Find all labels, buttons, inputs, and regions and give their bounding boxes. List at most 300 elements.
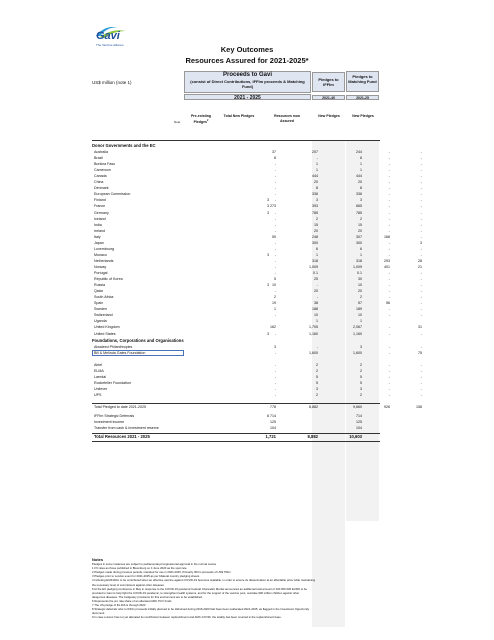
cell-pre: 273	[270, 204, 276, 209]
page-subtitle: Resources Assured for 2021-2025*	[185, 56, 309, 65]
cell-new: 1	[316, 252, 318, 257]
cell-pre: -	[274, 252, 276, 257]
row-label: IFFIm Strategic Deferrals	[94, 413, 135, 418]
cell-p1: 293	[384, 258, 390, 263]
cell-p2: -	[420, 192, 422, 197]
note-item: 7 The US pledge of $1.16b is through 2023	[92, 603, 146, 608]
cell-res: 785	[356, 210, 362, 215]
row-note: 3	[267, 198, 269, 203]
row-label: India	[94, 222, 102, 227]
cell-p2: -	[420, 186, 422, 191]
cell-p2: -	[420, 392, 422, 397]
page-title: Key Outcomes	[220, 45, 274, 54]
cell-pre: -	[274, 362, 276, 367]
cell-new: 1	[316, 168, 318, 173]
cell-new: 25	[314, 277, 318, 282]
cell-res: 2	[360, 216, 362, 221]
note-item: 9 In case a donor has not yet allocated its contribution between replenishment and AMC-COVID, the totality has been counted in the replenishment base.	[92, 615, 282, 620]
cell-res: 104	[356, 426, 362, 431]
cell-pre: -	[274, 240, 276, 245]
cell-p2: 21	[418, 264, 422, 269]
row-label: Total Resources 2021 - 2025	[94, 434, 150, 440]
cell-p2: 75	[418, 350, 422, 355]
cell-new: 1	[316, 319, 318, 324]
cell-new: 3	[316, 386, 318, 391]
cell-p1: 168	[384, 234, 390, 239]
cell-p1: -	[388, 198, 390, 203]
cell-pre: 3	[274, 344, 276, 349]
row-label: Switzerland	[94, 313, 113, 318]
cell-pre: -	[274, 222, 276, 227]
cell-p1: -	[388, 240, 390, 245]
cell-p1: -	[388, 344, 390, 349]
cell-p1: -	[388, 307, 390, 312]
cell-new: 3	[316, 198, 318, 203]
cell-pre: -	[274, 198, 276, 203]
cell-res: 1	[360, 319, 362, 324]
cell-p2: -	[420, 210, 422, 215]
cell-p1: 401	[384, 264, 390, 269]
cell-p1: -	[388, 192, 390, 197]
row-label: Republic of Korea	[94, 277, 123, 282]
row-label: Luxembourg	[94, 246, 114, 251]
cell-p1: -	[388, 174, 390, 179]
cell-res: 8	[360, 186, 362, 191]
cell-p2: -	[420, 228, 422, 233]
cell-res: 1,600	[353, 350, 362, 355]
cell-pre: 104	[270, 426, 276, 431]
cell-p2: -	[420, 301, 422, 306]
cell-p1: -	[388, 295, 390, 300]
cell-res: 2	[360, 392, 362, 397]
section-donors: Donor Governments and the EC	[92, 143, 156, 148]
cell-p2: -	[420, 277, 422, 282]
row-label: Burkina Faso	[94, 162, 116, 167]
cell-p2: -	[420, 313, 422, 318]
cell-new: -	[316, 344, 318, 349]
note-item: 4 Including EUR100m to be contributed when an effective vaccine against COVID-19 becomes available, in order to ensure its dissemination at an affordable price while maintaining	[92, 578, 316, 583]
proceeds-title: Proceeds to Gavi	[222, 72, 273, 78]
row-label: Ireland	[94, 228, 105, 233]
cell-pre: -	[274, 289, 276, 294]
col-note: Note	[174, 120, 181, 124]
cell-new: 5	[316, 374, 318, 379]
cell-res: 6	[360, 246, 362, 251]
cell-pre: 1	[274, 307, 276, 312]
cell-res: 300	[356, 240, 362, 245]
col-total-new: Total New Pledges	[223, 114, 255, 118]
cell-p2: 158	[416, 404, 422, 409]
cell-p1: -	[388, 210, 390, 215]
row-label: Canada	[94, 174, 107, 179]
row-label: Finland	[94, 198, 106, 203]
cell-new: 207	[312, 150, 318, 154]
cell-p1: -	[388, 368, 390, 373]
cell-new: 300	[312, 240, 318, 245]
cell-pre: 162	[270, 325, 276, 330]
cell-res: 15	[358, 222, 362, 227]
logo-brand: Gavi	[96, 30, 120, 42]
cell-p2: 28	[418, 258, 422, 263]
cell-pre: -	[274, 313, 276, 318]
table-row	[92, 331, 422, 337]
cell-res: 1,009	[353, 264, 362, 269]
cell-p1: -	[388, 204, 390, 209]
cell-res: 1	[360, 162, 362, 167]
cell-p2: -	[420, 283, 422, 288]
table-row	[92, 425, 380, 431]
cell-p2: -	[420, 222, 422, 227]
note-item: 1 FX rates as those published in Bloomberg on 4 June 2020 as the spot rate.	[92, 566, 188, 571]
row-label: Cameroon	[94, 168, 111, 173]
cell-new: 1,705	[309, 325, 318, 330]
cell-p1: -	[388, 277, 390, 282]
row-label: UPS	[94, 392, 102, 397]
cell-pre: -	[274, 168, 276, 173]
cell-pre: 37	[272, 150, 276, 154]
cell-pre: 59	[272, 234, 276, 239]
cell-p1: -	[388, 313, 390, 318]
cell-res: 2,067	[353, 325, 362, 330]
cell-pre: -	[274, 246, 276, 251]
row-note: 8	[267, 413, 269, 418]
note-item: document.	[92, 611, 106, 616]
divider	[92, 441, 380, 442]
matching-header: Pledges to Matching Fund	[346, 71, 379, 92]
cell-pre: -	[274, 271, 276, 275]
note-item: 8 Strategic deferrals refer to IFFIm proceeds initially planned to be disbursed during 2016-2020 that have been reallocated 2021-2025, as flagged in the Investment Opportunity	[92, 607, 310, 612]
cell-res: 10,603	[349, 434, 362, 440]
cell-p1: 56	[386, 301, 390, 306]
cell-res: 5	[360, 374, 362, 379]
note-item: 3 Pledges prior to London event for 2021-2025 as per bilateral country pledging sheets	[92, 574, 200, 579]
cell-new: 8	[316, 186, 318, 191]
cell-p2: -	[420, 234, 422, 239]
row-label: Denmark	[94, 186, 109, 191]
note-item: provided to Gavi to help fight the COVID-19 pandemic, to strengthen health systems, and for the support of the vaccine pool, overtake 900 million children against other	[92, 590, 300, 595]
cell-pre: -	[274, 258, 276, 263]
cell-new: 248	[312, 234, 318, 239]
row-note: 3	[267, 331, 269, 336]
cell-pre: 714	[270, 413, 276, 418]
cell-res: 20	[358, 228, 362, 233]
cell-new: 15	[314, 222, 318, 227]
cell-new: 6	[316, 246, 318, 251]
cell-pre: -	[274, 174, 276, 179]
cell-res: 244	[356, 150, 362, 154]
cell-res: 3	[360, 386, 362, 391]
cell-p2: -	[420, 174, 422, 179]
cell-pre: 2	[274, 295, 276, 300]
cell-p1: -	[388, 331, 390, 336]
cell-res: 307	[356, 234, 362, 239]
row-label: Spain	[94, 301, 104, 306]
row-label: Italy	[94, 234, 101, 239]
cell-res: 0.1	[357, 271, 362, 275]
cell-p2: -	[420, 344, 422, 349]
cell-p2: -	[420, 156, 422, 161]
row-label: Qatar	[94, 289, 103, 294]
unit-label: US$ million (note 1)	[92, 80, 132, 85]
cell-p2: -	[420, 295, 422, 300]
row-label: Iceland	[94, 216, 106, 221]
highlight-box	[92, 350, 184, 356]
row-label: Russia	[94, 283, 105, 288]
row-label: Netherlands	[94, 258, 114, 263]
cell-new: 2	[316, 392, 318, 397]
note-item: 6 Represents the pro rata share of an allocated AMC PCV funds	[92, 598, 172, 603]
cell-res: 444	[356, 174, 362, 179]
row-note: 3	[267, 210, 269, 215]
cell-pre: -	[274, 180, 276, 185]
cell-new: 785	[312, 210, 318, 215]
iffim-range: 2021-40	[312, 95, 345, 100]
cell-new: 20	[314, 180, 318, 185]
cell-p1: -	[388, 289, 390, 294]
col-new-matching: New Pledges	[352, 114, 374, 118]
proceeds-period: 2021 - 2025	[184, 94, 311, 100]
cell-pre: 8	[274, 156, 276, 161]
cell-p1: 926	[384, 404, 390, 409]
cell-new: 188	[312, 307, 318, 312]
cell-p2: -	[420, 246, 422, 251]
cell-res: 30	[358, 277, 362, 282]
cell-p2: -	[420, 204, 422, 209]
row-label: Airtel	[94, 362, 103, 367]
cell-new: 393	[312, 204, 318, 209]
cell-res: 3	[360, 198, 362, 203]
cell-p2: -	[420, 386, 422, 391]
cell-p2: -	[420, 289, 422, 294]
cell-pre: -	[274, 380, 276, 385]
row-label: Portugal	[94, 271, 108, 275]
note-item: 5 At the EU pledging conference in May in response to the COVID-19 pandemic Federal Chancellor Merkel announced an additional total amount of 100 000 000 EURO to be	[92, 586, 308, 591]
cell-res: 3	[360, 344, 362, 349]
row-label: South Africa	[94, 295, 114, 300]
row-label: Unilever	[94, 386, 108, 391]
cell-new: -	[316, 283, 318, 288]
cell-p1: -	[388, 162, 390, 167]
row-note: 3	[267, 204, 269, 209]
cell-new: 8,882	[309, 404, 318, 409]
cell-res: 1,160	[353, 331, 362, 336]
cell-pre: 125	[270, 420, 276, 424]
cell-pre: -	[274, 386, 276, 391]
cell-res: 714	[356, 413, 362, 418]
cell-p1: -	[388, 168, 390, 173]
cell-pre: 5	[274, 277, 276, 282]
cell-res: 2	[360, 295, 362, 300]
row-label: ELMA	[94, 368, 104, 373]
cell-p1: -	[388, 283, 390, 288]
cell-pre: 778	[270, 404, 276, 409]
row-label: Rockefeller Foundation	[94, 380, 131, 385]
cell-res: 20	[358, 180, 362, 185]
col-resources: Resources now Assured	[274, 114, 300, 123]
note-item: dangerous diseases. The budgetary provisions for this environment are to be established.	[92, 594, 203, 599]
cell-new: -	[316, 295, 318, 300]
cell-p1: -	[388, 386, 390, 391]
row-label: China	[94, 180, 104, 185]
row-label: Australia	[94, 150, 108, 154]
row-label: Transfer from cash & investment reserve	[94, 426, 159, 431]
cell-pre: -	[274, 186, 276, 191]
row-label: United Kingdom	[94, 325, 120, 330]
cell-res: 8	[360, 156, 362, 161]
row-label: Bill & Melinda Gates Foundation	[94, 350, 146, 355]
cell-pre: -	[274, 264, 276, 269]
row-label: Total Pledged to date 2021-2025	[94, 404, 146, 409]
table-row	[92, 434, 380, 440]
cell-new: 336	[312, 192, 318, 197]
cell-res: 189	[356, 307, 362, 312]
cell-p1: -	[388, 325, 390, 330]
cell-pre: -	[274, 374, 276, 379]
cell-p1: -	[388, 374, 390, 379]
cell-new: 318	[312, 258, 318, 263]
cell-pre: -	[274, 162, 276, 167]
cell-new: 20	[314, 228, 318, 233]
cell-new: 38	[314, 301, 318, 306]
cell-new: -	[316, 156, 318, 161]
cell-pre: -	[274, 350, 276, 355]
cell-pre: -	[274, 331, 276, 336]
cell-res: 318	[356, 258, 362, 263]
cell-new: 1	[316, 162, 318, 167]
table-row	[92, 404, 422, 410]
cell-p1: -	[388, 380, 390, 385]
cell-pre: 1,721	[265, 434, 276, 440]
cell-new: 1,160	[309, 331, 318, 336]
cell-p2: 3	[420, 240, 422, 245]
row-label: Investment income	[94, 420, 125, 424]
row-label: European Commission	[94, 192, 131, 197]
cell-p2: 31	[418, 325, 422, 330]
cell-p2: -	[420, 252, 422, 257]
cell-new: 2	[316, 362, 318, 367]
cell-pre: -	[274, 392, 276, 397]
cell-p2: -	[420, 374, 422, 379]
cell-res: 20	[358, 289, 362, 294]
proceeds-header	[184, 71, 311, 93]
cell-pre: -	[274, 216, 276, 221]
cell-p2: -	[420, 198, 422, 203]
notes-intro: Pledges in some instances are subject to parliamentary/congressional approval in the normal course	[92, 562, 217, 567]
cell-res: 10	[358, 283, 362, 288]
cell-p1: -	[388, 246, 390, 251]
cell-new: 0.1	[313, 271, 318, 275]
iffim-header: Pledges to IFFIm	[312, 72, 345, 92]
cell-p1: -	[388, 271, 390, 275]
row-label: Laerdal	[94, 374, 106, 379]
cell-res: 9,660	[353, 404, 362, 409]
cell-res: 2	[360, 368, 362, 373]
cell-res: 57	[358, 301, 362, 306]
logo-sub: The Vaccine Alliance	[96, 43, 124, 47]
cell-res: 1	[360, 168, 362, 173]
note-item: the necessary level of commitment against other diseases	[92, 582, 164, 587]
cell-res: 5	[360, 380, 362, 385]
proceeds-sub: (consist of Direct Contributions, IFFIm proceeds & Matching Fund)	[190, 79, 305, 89]
cell-p2: -	[420, 180, 422, 185]
row-label: Japan	[94, 240, 104, 245]
cell-p1: -	[388, 252, 390, 257]
cell-p2: -	[420, 162, 422, 167]
cell-p2: -	[420, 331, 422, 336]
row-note: 3	[267, 252, 269, 257]
cell-res: 10	[358, 313, 362, 318]
note-item: 2 Pledges made during previous periods, intended for use in 2021-2025. Primarily IFFIm proceeds of US$ 760m	[92, 570, 231, 575]
cell-new: 2	[316, 368, 318, 373]
cell-pre: -	[274, 192, 276, 197]
cell-pre: -	[274, 368, 276, 373]
cell-p1: -	[388, 156, 390, 161]
cell-new: 20	[314, 289, 318, 294]
cell-p1: -	[388, 392, 390, 397]
cell-p2: -	[420, 168, 422, 173]
row-note: 3	[267, 283, 269, 288]
cell-new: 10	[314, 313, 318, 318]
row-label: Germany	[94, 210, 109, 215]
cell-pre: -	[274, 228, 276, 233]
table-row	[92, 392, 422, 398]
cell-p2: -	[420, 362, 422, 367]
cell-pre: 10	[272, 283, 276, 288]
row-label: Sweden	[94, 307, 107, 312]
cell-p2: -	[420, 380, 422, 385]
row-label: Monaco	[94, 252, 107, 257]
col-pre-existing: Pre-existing Pledges$^2$	[190, 114, 212, 124]
cell-res: 2	[360, 362, 362, 367]
divider	[92, 140, 380, 141]
cell-res: 125	[356, 420, 362, 424]
row-label: France	[94, 204, 106, 209]
row-label: United States	[94, 331, 116, 336]
cell-p1: -	[388, 186, 390, 191]
cell-p2: -	[420, 150, 422, 154]
cell-p2: -	[420, 368, 422, 373]
col-new-iffim: New Pledges	[318, 114, 340, 118]
cell-p1: -	[388, 150, 390, 154]
notes-heading: Notes	[92, 558, 104, 562]
cell-new: 5	[316, 380, 318, 385]
cell-p1: -	[388, 228, 390, 233]
matching-range: 2021-25	[346, 95, 379, 100]
cell-pre: 19	[272, 301, 276, 306]
section-foundations: Foundations, Corporations and Organisations	[92, 337, 184, 343]
cell-p1: -	[388, 350, 390, 355]
row-label: Norway	[94, 264, 107, 269]
cell-p1: -	[388, 180, 390, 185]
row-label: Alwaleed Philanthropies	[94, 344, 133, 349]
row-label: Brazil	[94, 156, 103, 161]
cell-new: 1,600	[309, 350, 318, 355]
cell-new: 2	[316, 216, 318, 221]
cell-p2: -	[420, 216, 422, 221]
cell-p1: -	[388, 222, 390, 227]
row-label: Uganda	[94, 319, 107, 324]
cell-p1: -	[388, 216, 390, 221]
cell-p2: -	[420, 307, 422, 312]
cell-res: 1	[360, 252, 362, 257]
cell-res: 665	[356, 204, 362, 209]
cell-pre: -	[274, 210, 276, 215]
cell-new: 8,882	[307, 434, 318, 440]
cell-p2: -	[420, 271, 422, 275]
cell-new: 1,009	[309, 264, 318, 269]
cell-new: 444	[312, 174, 318, 179]
notes-block	[92, 558, 402, 619]
